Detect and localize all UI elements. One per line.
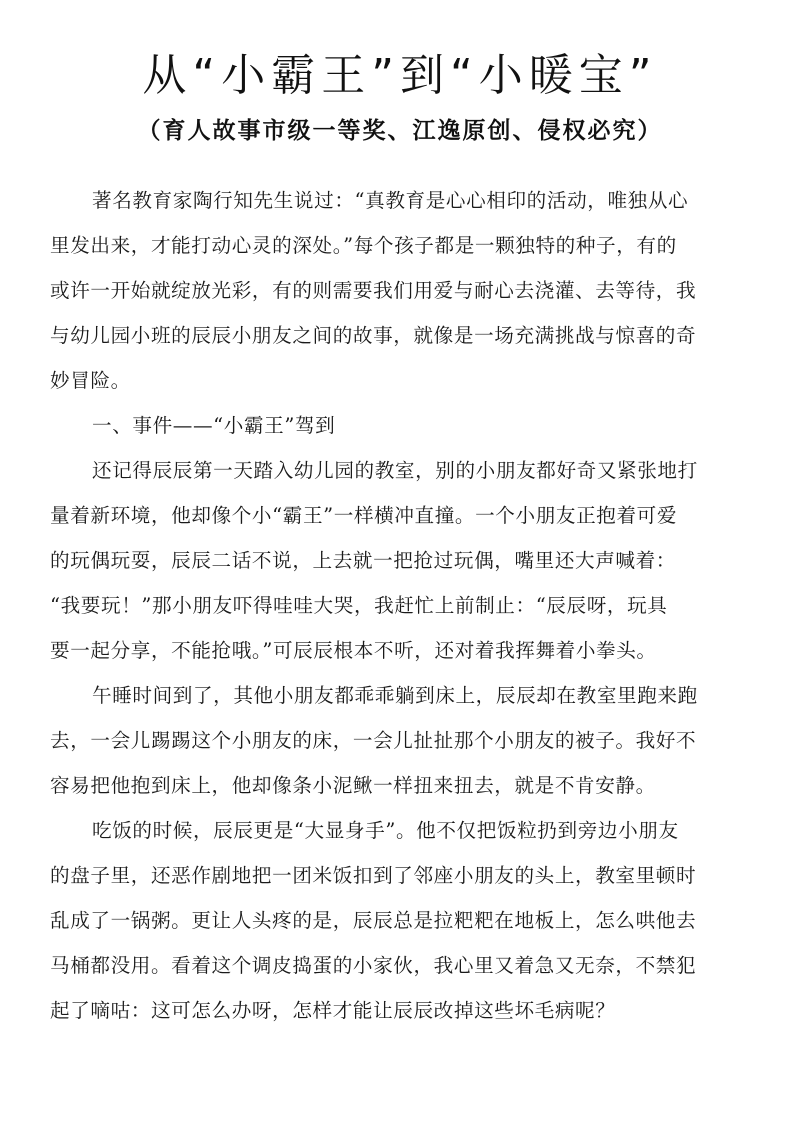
text-line: 午睡时间到了，其他小朋友都乖乖躺到床上，辰辰却在教室里跑来跑 xyxy=(92,684,698,707)
section-heading-text: 一、事件——“小霸王”驾到 xyxy=(92,414,336,437)
text-line: 妙冒险。 xyxy=(50,369,131,392)
text-line: 里发出来，才能打动心灵的深处。”每个孩子都是一颗独特的种子，有的 xyxy=(50,234,677,257)
text-line: 的玩偶玩耍，辰辰二话不说，上去就一把抢过玩偶，嘴里还大声喊着： xyxy=(50,549,677,572)
text-line: 还记得辰辰第一天踏入幼儿园的教室，别的小朋友都好奇又紧张地打 xyxy=(92,459,698,482)
text-line: 马桶都没用。看着这个调皮捣蛋的小家伙，我心里又着急又无奈，不禁犯 xyxy=(50,954,697,977)
document-body xyxy=(50,178,752,1033)
text-line: 容易把他抱到床上，他却像条小泥鳅一样扭来扭去，就是不肯安静。 xyxy=(50,774,656,797)
section-heading xyxy=(50,403,752,448)
text-line: 吃饭的时候，辰辰更是“大显身手”。他不仅把饭粒扔到旁边小朋友 xyxy=(92,819,679,842)
text-line: 的盘子里，还恶作剧地把一团米饭扣到了邻座小朋友的头上，教室里顿时 xyxy=(50,864,697,887)
text-line: 去，一会儿踢踢这个小朋友的床，一会儿扯扯那个小朋友的被子。我好不 xyxy=(50,729,697,752)
text-line: 量着新环境，他却像个小“霸王”一样横冲直撞。一个小朋友正抱着可爱 xyxy=(50,504,678,527)
page-title: 从“小霸王”到“小暖宝” xyxy=(142,50,658,101)
text-line: “我要玩！”那小朋友吓得哇哇大哭，我赶忙上前制止：“辰辰呀，玩具 xyxy=(50,594,668,617)
text-line: 或许一开始就绽放光彩，有的则需要我们用爱与耐心去浇灌、去等待，我 xyxy=(50,279,697,302)
text-line: 著名教育家陶行知先生说过：“真教育是心心相印的活动，唯独从心 xyxy=(92,189,689,212)
text-line: 与幼儿园小班的辰辰小朋友之间的故事，就像是一场充满挑战与惊喜的奇 xyxy=(50,324,697,347)
paragraph-first-day xyxy=(50,448,752,673)
text-line: 要一起分享，不能抢哦。”可辰辰根本不听，还对着我挥舞着小拳头。 xyxy=(50,639,657,662)
paragraph-nap-time xyxy=(50,673,752,808)
text-line: 乱成了一锅粥。更让人头疼的是，辰辰总是拉粑粑在地板上，怎么哄他去 xyxy=(50,909,697,932)
paragraph-intro xyxy=(50,178,752,403)
paragraph-meal-time xyxy=(50,808,752,1033)
page-subtitle: （育人故事市级一等奖、江逸原创、侵权必究） xyxy=(137,118,663,144)
text-line: 起了嘀咕：这可怎么办呀，怎样才能让辰辰改掉这些坏毛病呢？ xyxy=(50,999,616,1022)
